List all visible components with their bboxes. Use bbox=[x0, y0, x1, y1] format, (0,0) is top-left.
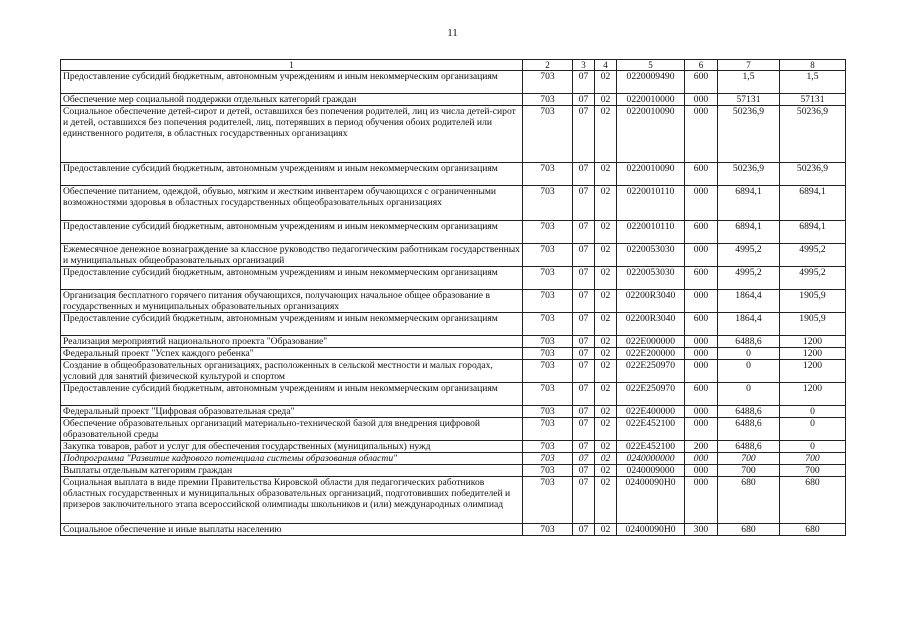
row-expense-type-cell: 000 bbox=[685, 453, 718, 465]
row-amount-1-cell: 700 bbox=[718, 465, 780, 477]
row-name-cell: Федеральный проект "Успех каждого ребенка" bbox=[61, 348, 523, 360]
row-target-article-cell: 0220010090 bbox=[617, 163, 685, 186]
page-number: 11 bbox=[447, 27, 458, 39]
row-target-article-cell: 0220053030 bbox=[617, 244, 685, 267]
row-subsection-cell: 02 bbox=[595, 290, 617, 313]
row-amount-1-cell: 6488,6 bbox=[718, 418, 780, 441]
row-section-cell: 07 bbox=[573, 441, 595, 453]
row-section-cell: 07 bbox=[573, 383, 595, 406]
row-expense-type-cell: 000 bbox=[685, 106, 718, 163]
row-expense-type-cell: 000 bbox=[685, 336, 718, 348]
row-name-cell: Социальное обеспечение и иные выплаты населению bbox=[61, 524, 523, 536]
row-section-cell: 07 bbox=[573, 336, 595, 348]
table-row bbox=[61, 94, 846, 106]
row-name-cell: Предоставление субсидий бюджетным, автономным учреждениям и иным некоммерческим организациям bbox=[61, 163, 523, 186]
row-code-cell: 703 bbox=[523, 348, 573, 360]
row-subsection-cell: 02 bbox=[595, 465, 617, 477]
row-amount-2-cell: 1200 bbox=[780, 383, 846, 406]
row-target-article-cell: 0220009490 bbox=[617, 71, 685, 94]
row-section-cell: 07 bbox=[573, 244, 595, 267]
row-amount-2-cell: 50236,9 bbox=[780, 163, 846, 186]
row-amount-2-cell: 4995,2 bbox=[780, 244, 846, 267]
row-subsection-cell: 02 bbox=[595, 441, 617, 453]
row-code-cell: 703 bbox=[523, 406, 573, 418]
row-code-cell: 703 bbox=[523, 441, 573, 453]
row-expense-type-cell: 000 bbox=[685, 94, 718, 106]
row-section-cell: 07 bbox=[573, 524, 595, 536]
row-name-cell: Социальная выплата в виде премии Правительства Кировской области для педагогических работников областных государственных и муниципальных образовательных организаций, подготовивших победителей и призеров заключительного этапа всероссийской олимпиады школьников и (или) международных олимпиад bbox=[61, 477, 523, 524]
row-expense-type-cell: 000 bbox=[685, 477, 718, 524]
row-code-cell: 703 bbox=[523, 313, 573, 336]
row-amount-1-cell: 4995,2 bbox=[718, 267, 780, 290]
row-name-cell: Организация бесплатного горячего питания обучающихся, получающих начальное общее образование в государственных и муниципальных образовательных организациях bbox=[61, 290, 523, 313]
row-expense-type-cell: 200 bbox=[685, 441, 718, 453]
row-code-cell: 703 bbox=[523, 360, 573, 383]
row-expense-type-cell: 600 bbox=[685, 71, 718, 94]
row-section-cell: 07 bbox=[573, 418, 595, 441]
row-name-cell: Федеральный проект "Цифровая образовательная среда" bbox=[61, 406, 523, 418]
row-expense-type-cell: 600 bbox=[685, 383, 718, 406]
table-row bbox=[61, 524, 846, 536]
row-target-article-cell: 0220010110 bbox=[617, 186, 685, 221]
row-amount-1-cell: 0 bbox=[718, 360, 780, 383]
row-amount-2-cell: 1200 bbox=[780, 348, 846, 360]
row-section-cell: 07 bbox=[573, 453, 595, 465]
row-code-cell: 703 bbox=[523, 106, 573, 163]
row-code-cell: 703 bbox=[523, 290, 573, 313]
table-row bbox=[61, 453, 846, 465]
row-subsection-cell: 02 bbox=[595, 244, 617, 267]
row-code-cell: 703 bbox=[523, 453, 573, 465]
row-expense-type-cell: 000 bbox=[685, 406, 718, 418]
row-amount-1-cell: 57131 bbox=[718, 94, 780, 106]
row-amount-2-cell: 1200 bbox=[780, 360, 846, 383]
table-row bbox=[61, 106, 846, 163]
row-expense-type-cell: 600 bbox=[685, 163, 718, 186]
row-amount-1-cell: 0 bbox=[718, 348, 780, 360]
row-section-cell: 07 bbox=[573, 186, 595, 221]
row-amount-1-cell: 4995,2 bbox=[718, 244, 780, 267]
table-row bbox=[61, 383, 846, 406]
row-target-article-cell: 0220053030 bbox=[617, 267, 685, 290]
col-header-5: 5 bbox=[617, 60, 685, 71]
row-section-cell: 07 bbox=[573, 290, 595, 313]
row-subsection-cell: 02 bbox=[595, 94, 617, 106]
row-target-article-cell: 02400090Н0 bbox=[617, 477, 685, 524]
row-name-cell: Обеспечение образовательных организаций материально-технической базой для внедрения цифровой образовательной среды bbox=[61, 418, 523, 441]
row-amount-1-cell: 6894,1 bbox=[718, 221, 780, 244]
row-target-article-cell: 0240009000 bbox=[617, 465, 685, 477]
row-section-cell: 07 bbox=[573, 94, 595, 106]
row-section-cell: 07 bbox=[573, 477, 595, 524]
row-code-cell: 703 bbox=[523, 383, 573, 406]
row-name-cell: Социальное обеспечение детей-сирот и детей, оставшихся без попечения родителей, лиц из числа детей-сирот и детей, оставшихся без попечения родителей, лиц, потерявших в период обучения обоих родителей или единственного родителя, в областных государственных организациях bbox=[61, 106, 523, 163]
row-target-article-cell: 0220010090 bbox=[617, 106, 685, 163]
table-row bbox=[61, 406, 846, 418]
row-name-cell: Выплаты отдельным категориям граждан bbox=[61, 465, 523, 477]
row-expense-type-cell: 300 bbox=[685, 524, 718, 536]
row-name-cell: Реализация мероприятий национального проекта "Образование" bbox=[61, 336, 523, 348]
row-name-cell: Обеспечение мер социальной поддержки отдельных категорий граждан bbox=[61, 94, 523, 106]
row-target-article-cell: 022E250970 bbox=[617, 360, 685, 383]
row-target-article-cell: 02400090Н0 bbox=[617, 524, 685, 536]
row-subsection-cell: 02 bbox=[595, 383, 617, 406]
table-row bbox=[61, 336, 846, 348]
row-subsection-cell: 02 bbox=[595, 418, 617, 441]
row-amount-1-cell: 700 bbox=[718, 453, 780, 465]
row-section-cell: 07 bbox=[573, 313, 595, 336]
row-code-cell: 703 bbox=[523, 186, 573, 221]
row-amount-1-cell: 1864,4 bbox=[718, 313, 780, 336]
row-amount-1-cell: 6488,6 bbox=[718, 406, 780, 418]
row-section-cell: 07 bbox=[573, 348, 595, 360]
row-amount-2-cell: 680 bbox=[780, 477, 846, 524]
col-header-7: 7 bbox=[718, 60, 780, 71]
row-amount-2-cell: 50236,9 bbox=[780, 106, 846, 163]
row-subsection-cell: 02 bbox=[595, 313, 617, 336]
row-code-cell: 703 bbox=[523, 418, 573, 441]
header-row bbox=[61, 60, 846, 71]
row-section-cell: 07 bbox=[573, 406, 595, 418]
row-code-cell: 703 bbox=[523, 244, 573, 267]
row-amount-1-cell: 6488,6 bbox=[718, 441, 780, 453]
row-expense-type-cell: 000 bbox=[685, 290, 718, 313]
row-amount-2-cell: 57131 bbox=[780, 94, 846, 106]
row-amount-2-cell: 1905,9 bbox=[780, 290, 846, 313]
row-subsection-cell: 02 bbox=[595, 477, 617, 524]
row-amount-2-cell: 1200 bbox=[780, 336, 846, 348]
row-subsection-cell: 02 bbox=[595, 336, 617, 348]
row-expense-type-cell: 000 bbox=[685, 465, 718, 477]
row-expense-type-cell: 000 bbox=[685, 360, 718, 383]
row-target-article-cell: 0220010000 bbox=[617, 94, 685, 106]
row-expense-type-cell: 600 bbox=[685, 221, 718, 244]
row-code-cell: 703 bbox=[523, 477, 573, 524]
col-header-1: 1 bbox=[61, 60, 523, 71]
row-code-cell: 703 bbox=[523, 221, 573, 244]
row-amount-2-cell: 6894,1 bbox=[780, 186, 846, 221]
row-amount-2-cell: 0 bbox=[780, 441, 846, 453]
row-section-cell: 07 bbox=[573, 221, 595, 244]
row-amount-1-cell: 50236,9 bbox=[718, 106, 780, 163]
row-name-cell: Предоставление субсидий бюджетным, автономным учреждениям и иным некоммерческим организациям bbox=[61, 267, 523, 290]
table-row bbox=[61, 267, 846, 290]
row-amount-2-cell: 680 bbox=[780, 524, 846, 536]
row-amount-1-cell: 0 bbox=[718, 383, 780, 406]
row-expense-type-cell: 000 bbox=[685, 244, 718, 267]
row-target-article-cell: 0240000000 bbox=[617, 453, 685, 465]
row-subsection-cell: 02 bbox=[595, 406, 617, 418]
row-amount-2-cell: 0 bbox=[780, 406, 846, 418]
row-target-article-cell: 02200R3040 bbox=[617, 313, 685, 336]
row-code-cell: 703 bbox=[523, 71, 573, 94]
row-target-article-cell: 022E400000 bbox=[617, 406, 685, 418]
table-row bbox=[61, 313, 846, 336]
row-amount-1-cell: 680 bbox=[718, 477, 780, 524]
row-code-cell: 703 bbox=[523, 336, 573, 348]
row-name-cell: Предоставление субсидий бюджетным, автономным учреждениям и иным некоммерческим организациям bbox=[61, 313, 523, 336]
row-expense-type-cell: 000 bbox=[685, 348, 718, 360]
row-subsection-cell: 02 bbox=[595, 453, 617, 465]
row-amount-2-cell: 1,5 bbox=[780, 71, 846, 94]
row-section-cell: 07 bbox=[573, 163, 595, 186]
table-row bbox=[61, 360, 846, 383]
row-target-article-cell: 022E250970 bbox=[617, 383, 685, 406]
row-amount-1-cell: 6894,1 bbox=[718, 186, 780, 221]
row-name-cell: Предоставление субсидий бюджетным, автономным учреждениям и иным некоммерческим организациям bbox=[61, 71, 523, 94]
table-row bbox=[61, 290, 846, 313]
row-subsection-cell: 02 bbox=[595, 348, 617, 360]
table-body bbox=[61, 71, 846, 536]
row-subsection-cell: 02 bbox=[595, 186, 617, 221]
row-subsection-cell: 02 bbox=[595, 360, 617, 383]
row-name-cell: Ежемесячное денежное вознаграждение за классное руководство педагогическим работникам государственных и муниципальных общеобразовательных организаций bbox=[61, 244, 523, 267]
row-expense-type-cell: 000 bbox=[685, 418, 718, 441]
col-header-2: 2 bbox=[523, 60, 573, 71]
row-target-article-cell: 022E452100 bbox=[617, 441, 685, 453]
col-header-6: 6 bbox=[685, 60, 718, 71]
row-amount-2-cell: 700 bbox=[780, 465, 846, 477]
row-amount-2-cell: 6894,1 bbox=[780, 221, 846, 244]
table-row bbox=[61, 163, 846, 186]
row-amount-1-cell: 50236,9 bbox=[718, 163, 780, 186]
row-code-cell: 703 bbox=[523, 94, 573, 106]
table-row bbox=[61, 221, 846, 244]
row-section-cell: 07 bbox=[573, 465, 595, 477]
budget-table bbox=[60, 59, 846, 536]
table-row bbox=[61, 186, 846, 221]
col-header-8: 8 bbox=[780, 60, 846, 71]
row-amount-1-cell: 680 bbox=[718, 524, 780, 536]
col-header-4: 4 bbox=[595, 60, 617, 71]
table-row bbox=[61, 71, 846, 94]
row-name-cell: Предоставление субсидий бюджетным, автономным учреждениям и иным некоммерческим организациям bbox=[61, 383, 523, 406]
row-section-cell: 07 bbox=[573, 106, 595, 163]
row-expense-type-cell: 600 bbox=[685, 267, 718, 290]
row-amount-1-cell: 1,5 bbox=[718, 71, 780, 94]
row-subsection-cell: 02 bbox=[595, 71, 617, 94]
row-code-cell: 703 bbox=[523, 163, 573, 186]
row-amount-1-cell: 1864,4 bbox=[718, 290, 780, 313]
row-name-cell: Закупка товаров, работ и услуг для обеспечения государственных (муниципальных) нужд bbox=[61, 441, 523, 453]
row-subsection-cell: 02 bbox=[595, 267, 617, 290]
table-row bbox=[61, 244, 846, 267]
table-row bbox=[61, 465, 846, 477]
row-target-article-cell: 02200R3040 bbox=[617, 290, 685, 313]
row-target-article-cell: 022E200000 bbox=[617, 348, 685, 360]
row-expense-type-cell: 600 bbox=[685, 313, 718, 336]
row-name-cell: Создание в общеобразовательных организациях, расположенных в сельской местности и малых городах, условий для занятий физической культурой и спортом bbox=[61, 360, 523, 383]
row-amount-2-cell: 0 bbox=[780, 418, 846, 441]
row-code-cell: 703 bbox=[523, 524, 573, 536]
row-subsection-cell: 02 bbox=[595, 106, 617, 163]
row-amount-2-cell: 4995,2 bbox=[780, 267, 846, 290]
row-code-cell: 703 bbox=[523, 267, 573, 290]
row-amount-2-cell: 1905,9 bbox=[780, 313, 846, 336]
row-expense-type-cell: 000 bbox=[685, 186, 718, 221]
row-section-cell: 07 bbox=[573, 267, 595, 290]
table-row bbox=[61, 441, 846, 453]
row-name-cell: Подпрограмма "Развитие кадрового потенциала системы образования области" bbox=[61, 453, 523, 465]
row-name-cell: Обеспечение питанием, одеждой, обувью, мягким и жестким инвентарем обучающихся с ограниченными возможностями здоровья в областных государственных общеобразовательных организациях bbox=[61, 186, 523, 221]
row-subsection-cell: 02 bbox=[595, 221, 617, 244]
row-subsection-cell: 02 bbox=[595, 524, 617, 536]
row-subsection-cell: 02 bbox=[595, 163, 617, 186]
table-row bbox=[61, 348, 846, 360]
table-row bbox=[61, 418, 846, 441]
row-target-article-cell: 0220010110 bbox=[617, 221, 685, 244]
row-code-cell: 703 bbox=[523, 465, 573, 477]
row-amount-1-cell: 6488,6 bbox=[718, 336, 780, 348]
row-amount-2-cell: 700 bbox=[780, 453, 846, 465]
row-section-cell: 07 bbox=[573, 71, 595, 94]
row-section-cell: 07 bbox=[573, 360, 595, 383]
row-target-article-cell: 022E452100 bbox=[617, 418, 685, 441]
table-row bbox=[61, 477, 846, 524]
row-name-cell: Предоставление субсидий бюджетным, автономным учреждениям и иным некоммерческим организациям bbox=[61, 221, 523, 244]
row-target-article-cell: 022E000000 bbox=[617, 336, 685, 348]
col-header-3: 3 bbox=[573, 60, 595, 71]
